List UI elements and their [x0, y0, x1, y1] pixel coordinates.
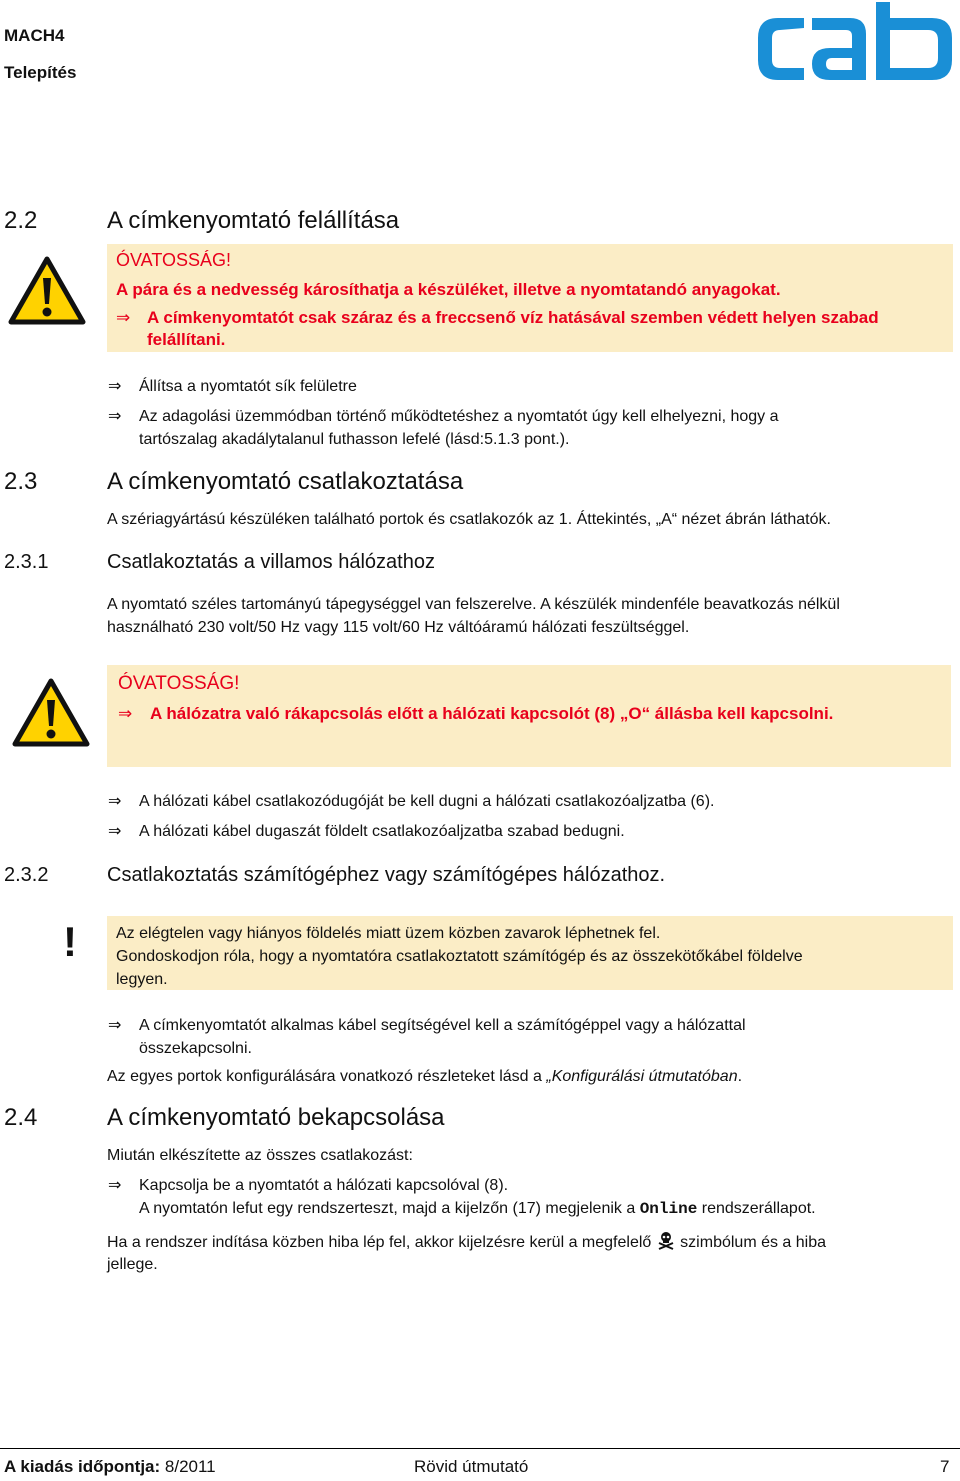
- paragraph: A szériagyártású készüléken található portok és csatlakozók az 1. Áttekintés, „A“ nézet ábrán láthatók.: [107, 511, 831, 528]
- warning-triangle-icon: [12, 678, 90, 748]
- error-text: Ha a rendszer indítása közben hiba lép fel, akkor kijelzésre kerül a megfelelő: [107, 1234, 656, 1251]
- right-double-arrow-icon: ⇒: [118, 704, 133, 723]
- step-text-part: rendszerállapot.: [697, 1200, 816, 1217]
- header-product: MACH4: [4, 26, 65, 45]
- note-text: legyen.: [116, 971, 168, 988]
- paragraph: [107, 1230, 826, 1254]
- footer-date-value: 8/2011: [164, 1457, 216, 1476]
- ref-text: Az egyes portok konfigurálására vonatkozó részleteket lásd a: [107, 1068, 547, 1085]
- warning-label: ÓVATOSSÁG!: [116, 250, 232, 270]
- right-double-arrow-icon: ⇒: [108, 1177, 122, 1194]
- footer-doc: Rövid útmutató: [414, 1457, 529, 1476]
- subsection-title: Csatlakoztatás a villamos hálózathoz: [107, 551, 435, 573]
- step-text: A hálózati kábel csatlakozódugóját be kell dugni a hálózati csatlakozóaljzatba (6).: [139, 793, 715, 810]
- section-title: A címkenyomtató felállítása: [107, 207, 400, 234]
- section-number: 2.4: [4, 1104, 38, 1131]
- subsection-number: 2.3.1: [4, 551, 49, 573]
- paragraph-cont: használható 230 volt/50 Hz vagy 115 volt/60 Hz váltóáramú hálózati feszültséggel.: [107, 619, 690, 636]
- warning-item-cont: felállítani.: [147, 330, 226, 349]
- warning-triangle-icon: [8, 256, 86, 326]
- step-text: Állítsa a nyomtatót sík felületre: [139, 378, 357, 395]
- exclamation-icon: !: [63, 918, 77, 965]
- section-number: 2.2: [4, 207, 38, 234]
- footer-date: [4, 1457, 216, 1477]
- note-text: Az elégtelen vagy hiányos földelés miatt üzem közben zavarok léphetnek fel.: [116, 925, 661, 942]
- step-text: A címkenyomtatót alkalmas kábel segítségével kell a számítógéppel vagy a hálózattal: [139, 1017, 746, 1034]
- subsection-number: 2.3.2: [4, 864, 49, 886]
- section-title: A címkenyomtató csatlakoztatása: [107, 468, 464, 495]
- right-double-arrow-icon: ⇒: [108, 408, 122, 425]
- step-text-cont: [139, 1197, 816, 1221]
- warning-item: A hálózatra való rákapcsolás előtt a hálózati kapcsolót (8) „O“ állásba kell kapcsolni.: [150, 704, 834, 723]
- paragraph-cont: jellege.: [107, 1256, 158, 1273]
- warning-item: A címkenyomtatót csak száraz és a freccsenő víz hatásával szemben védett helyen szabad: [147, 308, 879, 327]
- step-text-part: A nyomtatón lefut egy rendszerteszt, majd a kijelzőn (17) megjelenik a: [139, 1200, 640, 1217]
- warning-label: ÓVATOSSÁG!: [118, 673, 240, 694]
- right-double-arrow-icon: ⇒: [108, 1017, 122, 1034]
- skull-crossbones-icon: [656, 1230, 676, 1250]
- right-double-arrow-icon: ⇒: [108, 378, 122, 395]
- right-double-arrow-icon: ⇒: [108, 823, 122, 840]
- section-number: 2.3: [4, 468, 38, 495]
- cab-logo: [756, 2, 954, 80]
- step-text: Az adagolási üzemmódban történő működtetéshez a nyomtatót úgy kell elhelyezni, hogy a: [139, 408, 779, 425]
- paragraph: [107, 1065, 742, 1088]
- footer-divider: [0, 1448, 960, 1449]
- right-double-arrow-icon: ⇒: [116, 308, 131, 327]
- status-word: Online: [639, 1200, 698, 1218]
- error-text: szimbólum és a hiba: [675, 1234, 827, 1251]
- ref-end: .: [737, 1068, 743, 1085]
- header-section: Telepítés: [4, 63, 77, 82]
- step-text-cont: tartószalag akadálytalanul futhasson lefelé (lásd:5.1.3 pont.).: [139, 431, 570, 448]
- section-title: A címkenyomtató bekapcsolása: [107, 1104, 445, 1131]
- step-text: Kapcsolja be a nyomtatót a hálózati kapcsolóval (8).: [139, 1177, 509, 1194]
- page-number: 7: [940, 1457, 950, 1476]
- step-text: A hálózati kábel dugaszát földelt csatlakozóaljzatba szabad bedugni.: [139, 823, 625, 840]
- right-double-arrow-icon: ⇒: [108, 793, 122, 810]
- footer-date-label: A kiadás időpontja:: [4, 1457, 161, 1476]
- subsection-title: Csatlakoztatás számítógéphez vagy számítógépes hálózathoz.: [107, 864, 666, 886]
- ref-document: „Konfigurálási útmutatóban: [546, 1068, 738, 1085]
- warning-text: A pára és a nedvesség károsíthatja a készüléket, illetve a nyomtatandó anyagokat.: [116, 280, 781, 299]
- step-text-cont: összekapcsolni.: [139, 1040, 252, 1057]
- note-text: Gondoskodjon róla, hogy a nyomtatóra csatlakoztatott számítógép és az összekötőkábel földelve: [116, 948, 803, 965]
- paragraph: A nyomtató széles tartományú tápegységgel van felszerelve. A készülék mindenféle beavatkozás nélkül: [107, 596, 840, 613]
- paragraph: Miután elkészítette az összes csatlakozást:: [107, 1147, 413, 1164]
